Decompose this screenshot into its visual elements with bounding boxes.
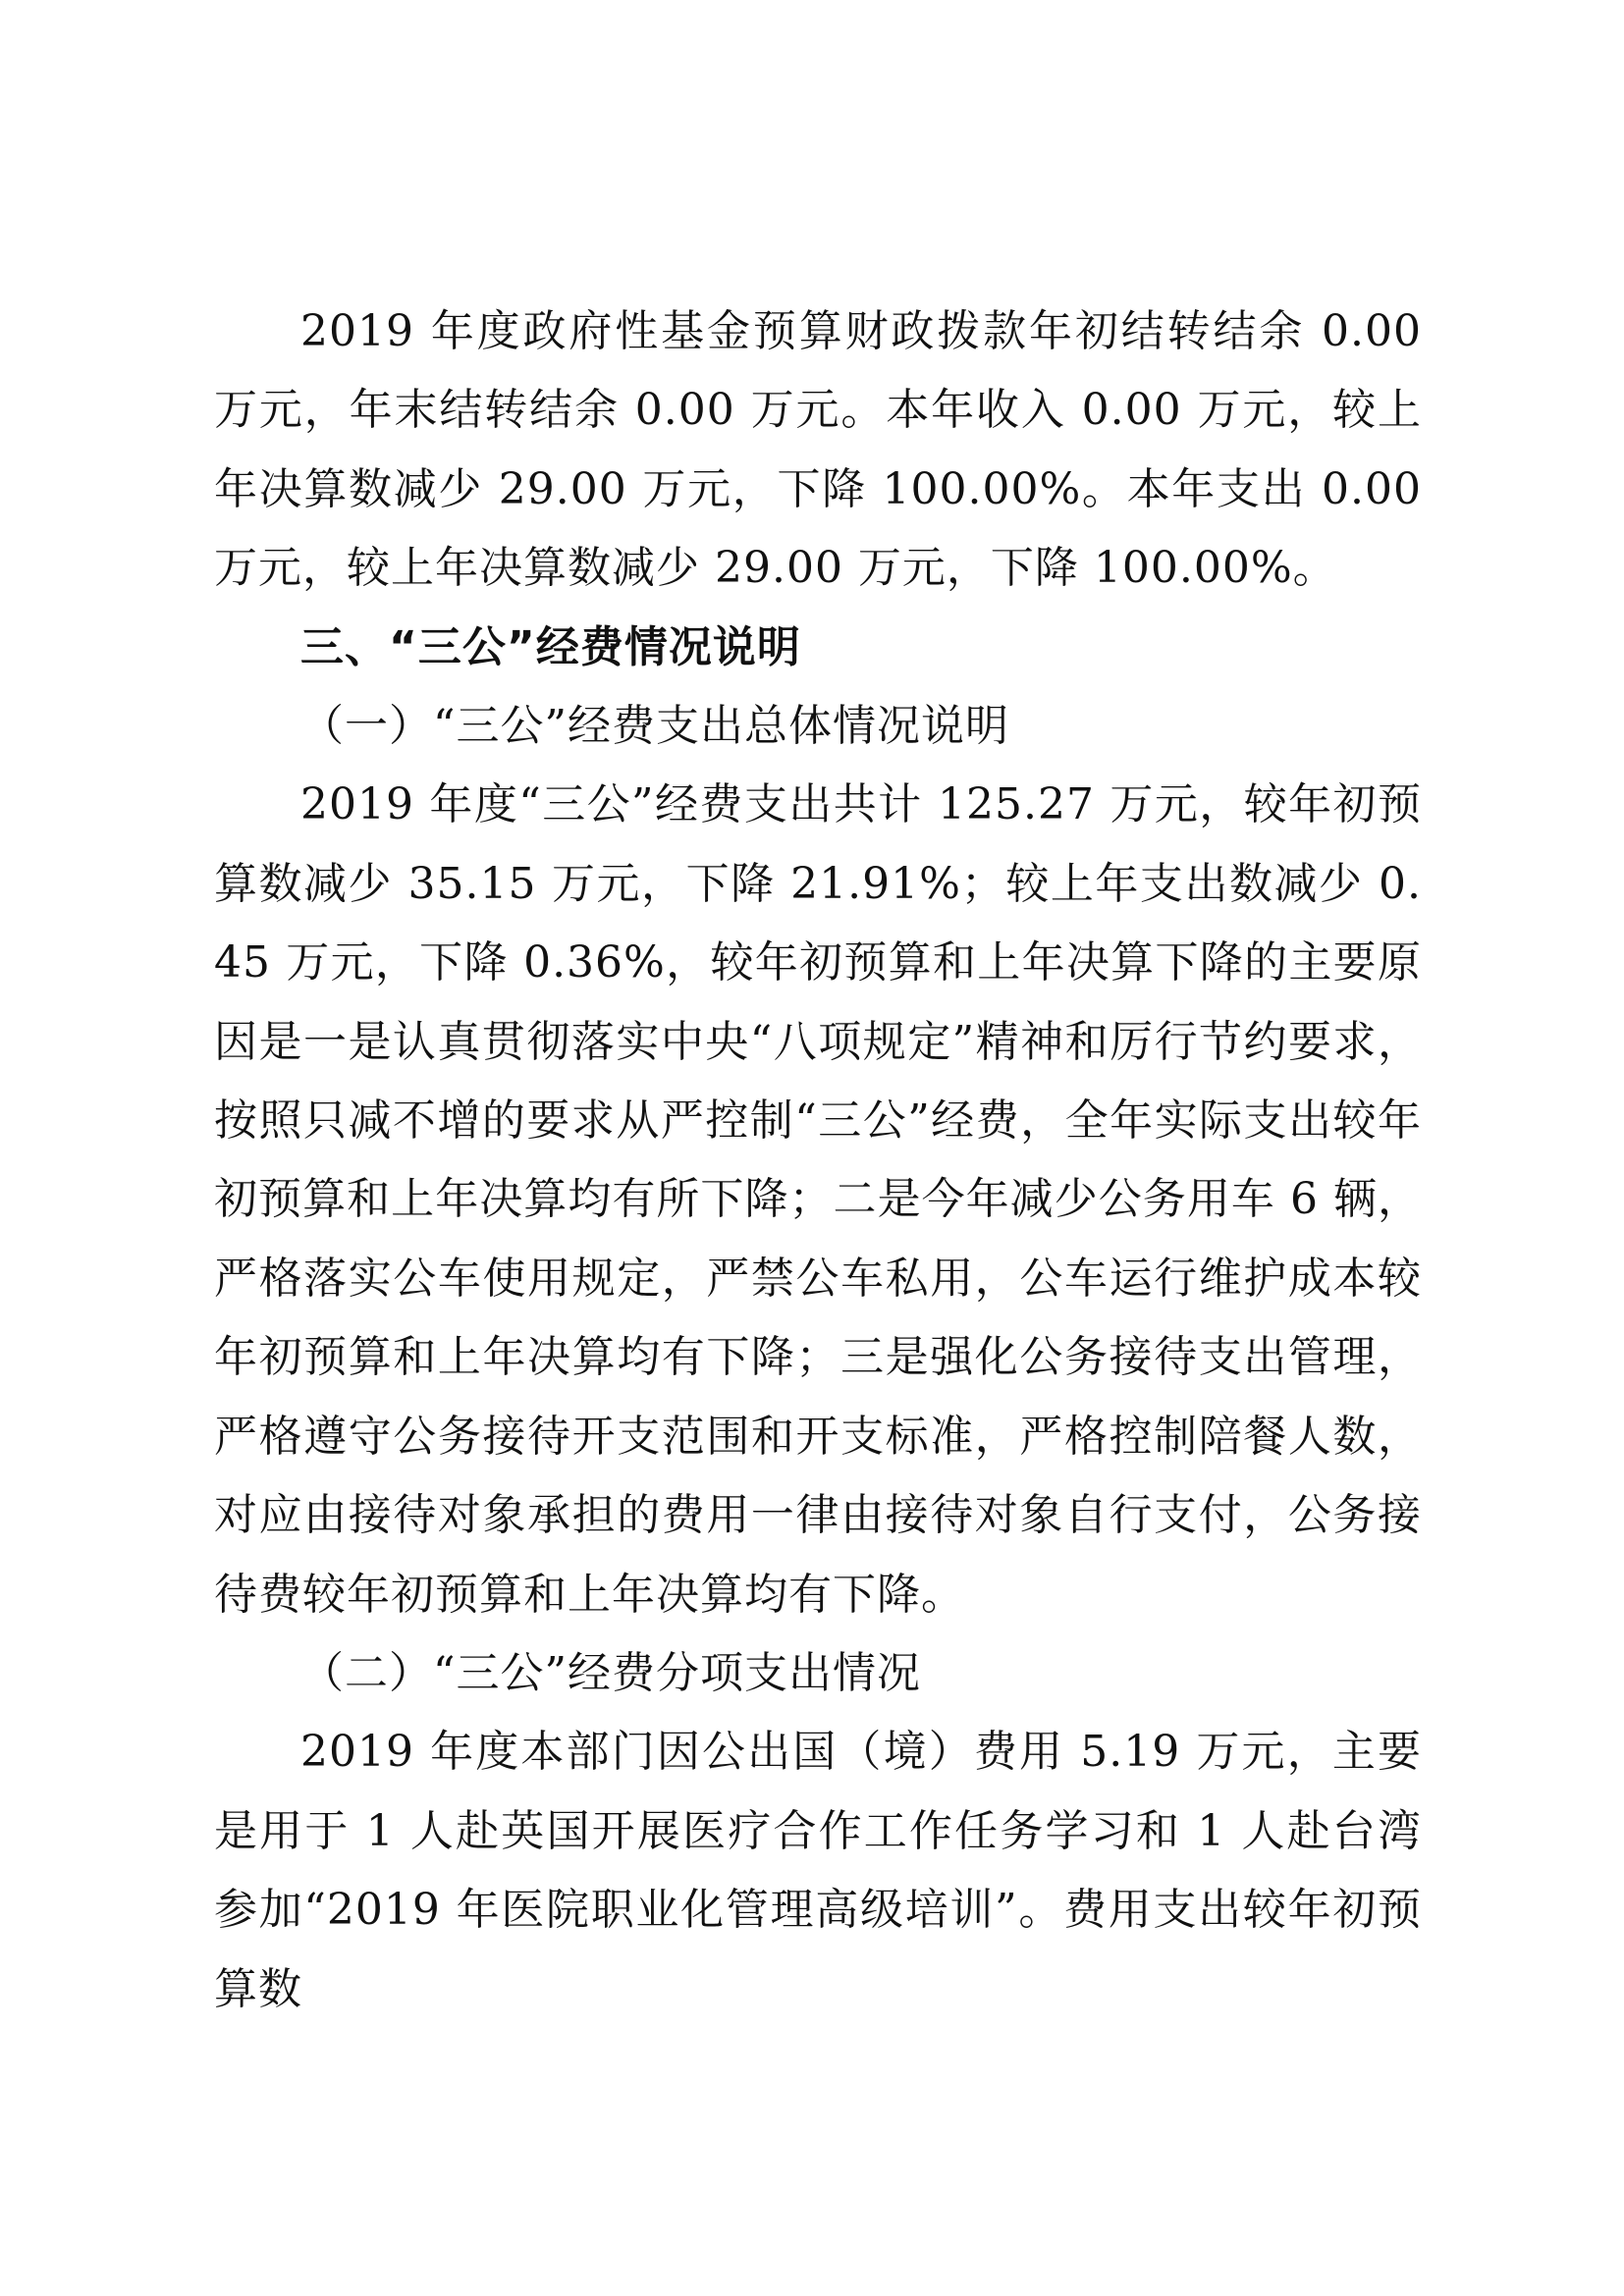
paragraph-overseas-travel: 2019 年度本部门因公出国（境）费用 5.19 万元，主要是用于 1 人赴英国开展医疗合作工作任务学习和 1 人赴台湾参加“2019 年医院职业化管理高级培训”。费用支出较年初预算数: [214, 1727, 1422, 2014]
paragraph-fund-budget: 2019 年度政府性基金预算财政拨款年初结转结余 0.00 万元，年末结转结余 0.00 万元。本年收入 0.00 万元，较上年决算数减少 29.00 万元，下降 100.00%。本年支出 0.00 万元，较上年决算数减少 29.00 万元，下降 100.00%。: [214, 306, 1422, 594]
subheading-itemized: （二）“三公”经费分项支出情况: [300, 1647, 921, 1698]
subheading-overall: （一）“三公”经费支出总体情况说明: [300, 701, 1009, 752]
section-heading-three-public: 三、“三公”经费情况说明: [300, 621, 801, 672]
paragraph-overall-spending: 2019 年度“三公”经费支出共计 125.27 万元，较年初预算数减少 35.15 万元，下降 21.91%；较上年支出数减少 0.45 万元，下降 0.36%，较年初预算和上年决算下降的主要原因是一是认真贯彻落实中央“八项规定”精神和厉行节约要求，按照只减不增的要求从严控制“三公”经费，全年实际支出较年初预算和上年决算均有所下降；二是今年减少公务用车 6 辆，严格落实公车使用规定，严禁公车私用，公车运行维护成本较年初预算和上年决算均有下降；三是强化公务接待支出管理，严格遵守公务接待开支范围和开支标准，严格控制陪餐人数，对应由接待对象承担的费用一律由接待对象自行支付，公务接待费较年初预算和上年决算均有下降。: [214, 779, 1422, 1620]
document-page: [214, 293, 1422, 2029]
